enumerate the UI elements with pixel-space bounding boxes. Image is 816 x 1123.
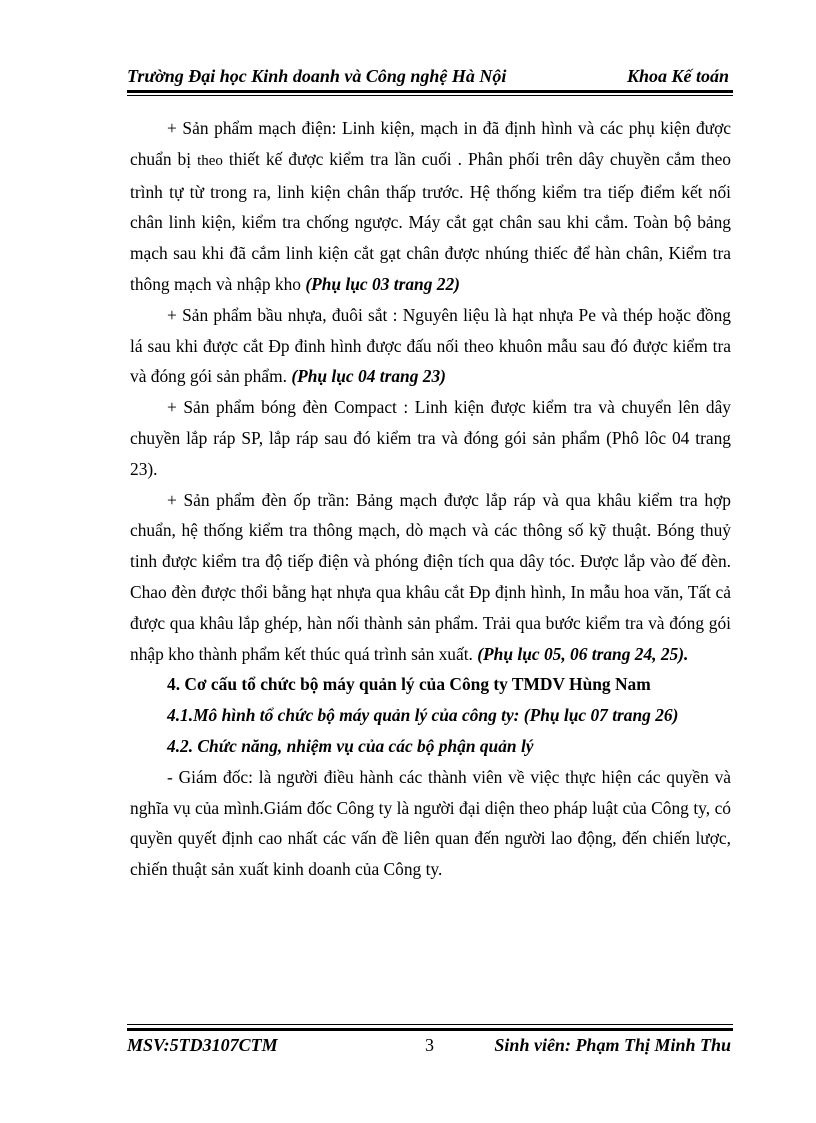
school-name: Trường Đại học Kinh doanh và Công nghệ Hà Nội: [127, 66, 507, 86]
paragraph-director: - Giám đốc: là người điều hành các thành viên về việc thực hiện các quyền và nghĩa vụ của mình.Giám đốc Công ty là người đại diện theo pháp luật của Công ty, có quyền quyết định cao nhất các vấn đề liên quan đến người lao động, đến chiến lược, chiến thuật sản xuất kinh doanh của Công ty.: [130, 766, 731, 880]
document-body: [130, 113, 731, 885]
section-heading-4-1: 4.1.Mô hình tổ chức bộ máy quản lý của công ty: (Phụ lục 07 trang 26): [167, 705, 679, 726]
section-heading-4: 4. Cơ cấu tổ chức bộ máy quản lý của Công ty TMDV Hùng Nam: [167, 674, 651, 695]
footer-rule-thin: [127, 1024, 733, 1025]
paragraph-text: thiết kế được kiểm tra lần cuối . Phân phối trên dây chuyền cắm theo trình tự từ trong ra, linh kiện chân thấp trước. Hệ thống kiểm tra tiếp điểm kết nối chân linh kiện, kiểm tra chống ngược. Máy cắt gạt chân sau khi cắm. Toàn bộ bảng mạch sau khi đã cắm linh kiện cắt gạt chân được nhúng thiếc để hàn chân, Kiểm tra thông mạch và nhập kho: [130, 148, 731, 294]
appendix-reference: (Phụ lục 03 trang 22): [305, 273, 460, 294]
appendix-reference: (Phụ lục 05, 06 trang 24, 25).: [477, 643, 689, 664]
paragraph-circuit-products: [130, 113, 731, 300]
section-heading-4-2: 4.2. Chức năng, nhiệm vụ của các bộ phận quản lý: [167, 735, 534, 756]
paragraph-ceiling-lamp-products: [130, 485, 731, 670]
page-footer: [127, 1035, 733, 1059]
student-name: Sinh viên: Phạm Thị Minh Thu: [494, 1035, 731, 1055]
student-id: MSV:5TD3107CTM: [127, 1035, 278, 1055]
paragraph-text-small: theo: [197, 152, 223, 169]
appendix-reference: (Phụ lục 04 trang 23): [291, 366, 446, 387]
department-name: Khoa Kế toán: [626, 66, 729, 86]
paragraph-plastic-socket-products: [130, 300, 731, 392]
page-number: 3: [425, 1035, 434, 1055]
header-rule-thick: [127, 90, 733, 93]
paragraph-compact-bulb-products: + Sản phẩm bóng đèn Compact : Linh kiện được kiểm tra và chuyển lên dây chuyền lắp ráp SP, lắp ráp sau đó kiểm tra và đóng gói sản phẩm (Phô lôc 04 trang 23).: [130, 397, 731, 479]
footer-rule-thick: [127, 1028, 733, 1031]
paragraph-text: + Sản phẩm mạch điện: Linh kiện, mạch in đã định hình và các phụ kiện được chuẩn bị: [130, 118, 731, 169]
paragraph-text: + Sản phẩm đèn ốp trần: Bảng mạch được lắp ráp và qua khâu kiểm tra hợp chuẩn, hệ thống kiểm tra thông mạch, dò mạch và các thông số kỹ thuật. Bóng thuỷ tinh được kiểm tra độ tiếp điện và phóng điện tích qua dây tóc. Được lắp vào đế đèn. Chao đèn được thổi bằng hạt nhựa qua khâu cắt Đp định hình, In mẫu hoa văn, Tất cả được qua khâu lắp ghép, hàn nối thành sản phẩm. Trải qua bước kiểm tra và đóng gói nhập kho thành phẩm kết thúc quá trình sản xuất.: [130, 489, 731, 664]
page-header: [127, 64, 733, 88]
paragraph-text: + Sản phẩm bầu nhựa, đuôi sắt : Nguyên liệu là hạt nhựa Pe và thép hoặc đồng lá sau khi được cắt Đp đinh hình được đấu nối theo khuôn mẫu sau đó được kiểm tra và đóng gói sản phẩm.: [130, 304, 731, 387]
header-rule-thin: [127, 95, 733, 96]
